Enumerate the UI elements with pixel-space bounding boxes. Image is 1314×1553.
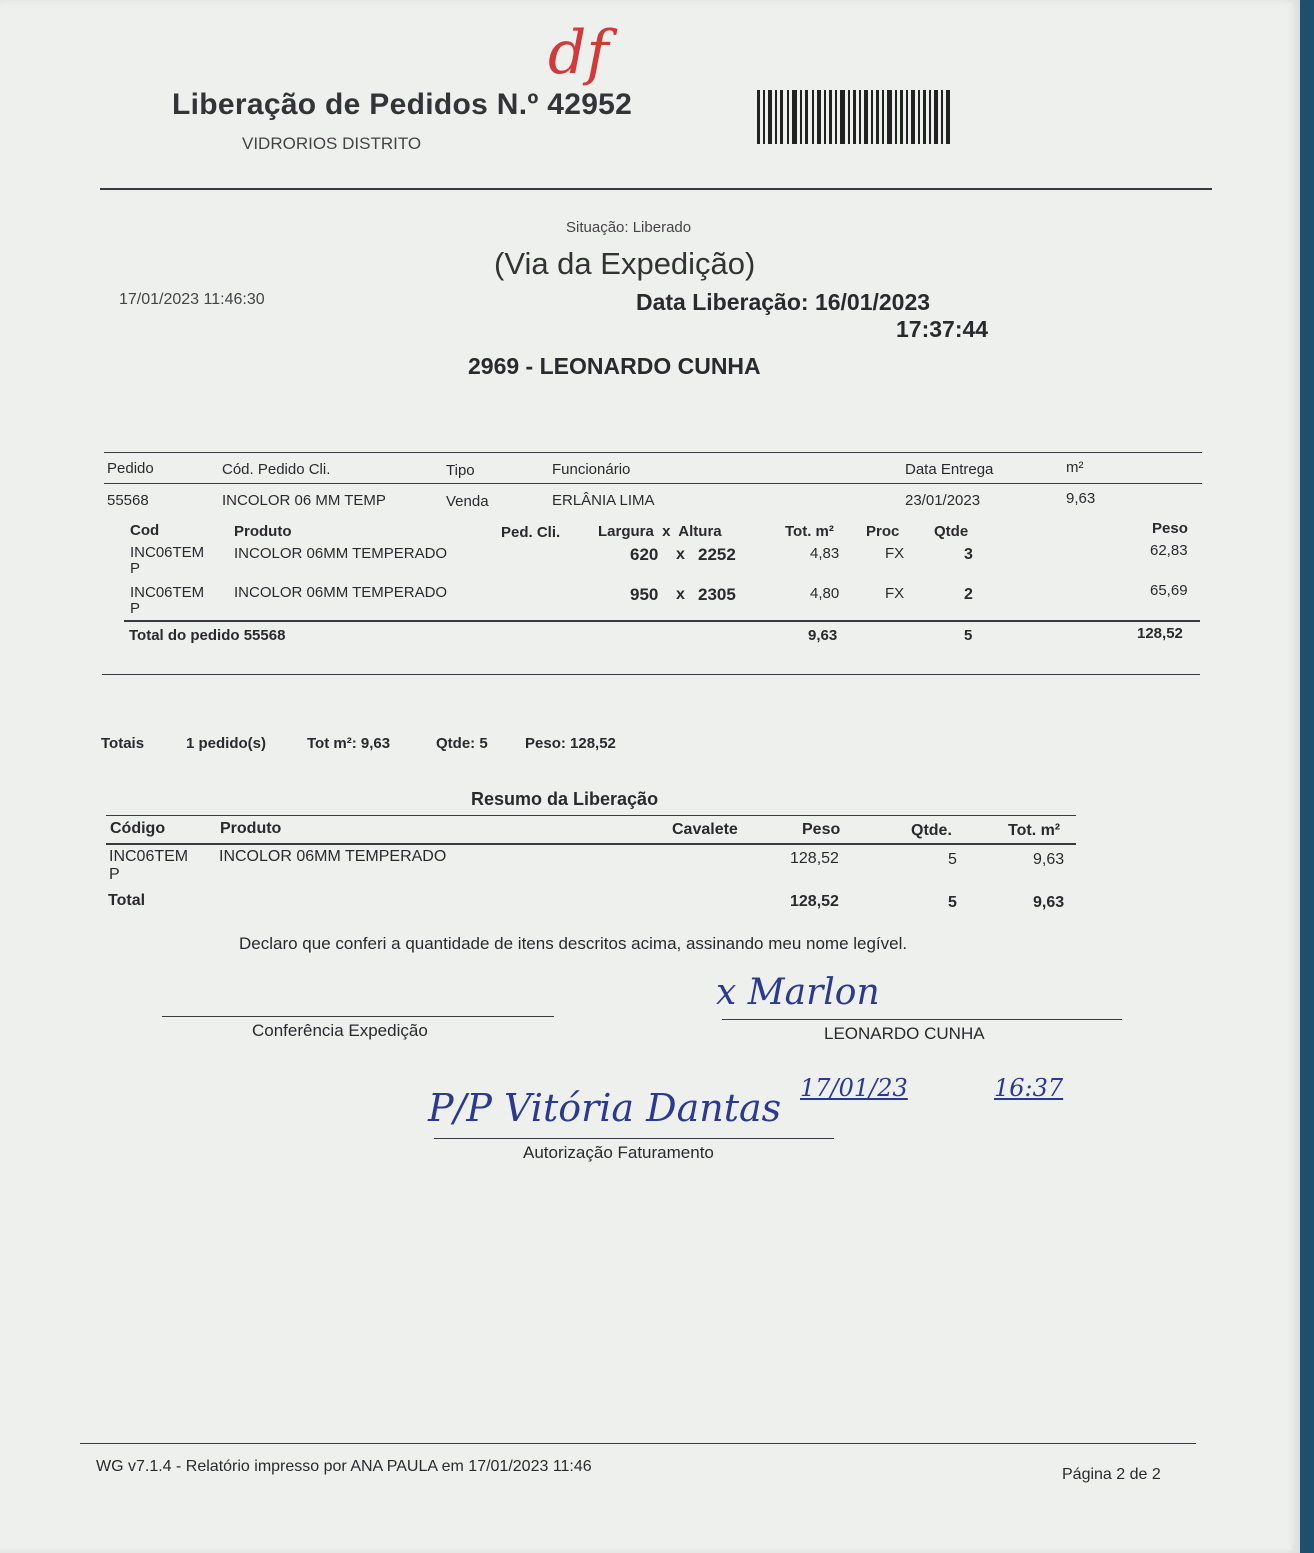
item-header-peso: Peso xyxy=(1152,520,1188,537)
autorizacao-signature-line xyxy=(434,1138,834,1139)
order-total-qtde: 5 xyxy=(964,627,973,644)
declaration-text: Declaro que conferi a quantidade de itens descritos acima, assinando meu nome legível. xyxy=(239,934,908,953)
document-title: Liberação de Pedidos N.º 42952 xyxy=(172,88,633,121)
item-altura: 2305 xyxy=(698,585,736,604)
order-header-rule xyxy=(104,483,1202,484)
item-header-produto: Produto xyxy=(234,523,292,540)
client-signature-line xyxy=(722,1019,1122,1020)
item-cod-cont: P xyxy=(130,560,141,577)
summary-codigo-cont: P xyxy=(109,866,120,883)
item-qtde: 2 xyxy=(964,586,973,603)
order-total-rule xyxy=(124,620,1200,622)
item-altura: 2252 xyxy=(698,545,736,564)
item-peso: 62,83 xyxy=(1150,542,1188,559)
item-tot-m2: 4,80 xyxy=(810,585,840,602)
via-label: (Via da Expedição) xyxy=(494,246,756,281)
order-data-entrega: 23/01/2023 xyxy=(905,492,981,509)
order-table-top-rule xyxy=(104,452,1202,453)
col-header-tipo: Tipo xyxy=(446,462,475,479)
summary-codigo: INC06TEM xyxy=(109,848,189,865)
col-header-data-entrega: Data Entrega xyxy=(905,461,994,478)
status-label: Situação: Liberado xyxy=(566,219,692,236)
summary-total-qtde: 5 xyxy=(948,894,957,911)
order-total-peso: 128,52 xyxy=(1137,625,1183,642)
header-divider xyxy=(100,188,1212,190)
summary-header-codigo: Código xyxy=(110,820,166,837)
item-x: x xyxy=(676,546,685,563)
footer-rule xyxy=(80,1443,1196,1444)
item-cod: INC06TEM xyxy=(130,544,205,561)
totals-qtde: Qtde: 5 xyxy=(436,735,488,752)
summary-header-tot-m2: Tot. m² xyxy=(1008,822,1061,839)
order-pedido: 55568 xyxy=(107,492,149,509)
item-header-tot-m2: Tot. m² xyxy=(785,523,834,540)
footer-page-number: Página 2 de 2 xyxy=(1062,1466,1161,1483)
handwritten-time: 16:37 xyxy=(994,1074,1064,1102)
barcode-icon xyxy=(757,90,953,144)
client-name: 2969 - LEONARDO CUNHA xyxy=(468,353,761,379)
item-largura: 950 xyxy=(630,585,659,604)
company-name: VIDRORIOS DISTRITO xyxy=(242,134,422,153)
item-header-ped-cli: Ped. Cli. xyxy=(501,524,561,541)
summary-header-qtde: Qtde. xyxy=(911,822,952,839)
summary-total-peso: 128,52 xyxy=(790,893,839,910)
conferencia-signature-line xyxy=(162,1016,554,1017)
item-header-qtde: Qtde xyxy=(934,523,969,540)
col-header-m2: m² xyxy=(1066,459,1084,476)
summary-header-rule xyxy=(106,843,1076,845)
order-table-bottom-rule xyxy=(102,674,1200,675)
item-qtde: 3 xyxy=(964,546,973,563)
totals-peso: Peso: 128,52 xyxy=(525,735,616,752)
order-funcionario: ERLÂNIA LIMA xyxy=(552,492,655,509)
col-header-funcionario: Funcionário xyxy=(552,461,631,478)
item-proc: FX xyxy=(885,545,905,562)
item-largura: 620 xyxy=(630,545,659,564)
totals-label: Totais xyxy=(101,735,145,752)
item-x: x xyxy=(676,586,685,603)
order-cod-cli: INCOLOR 06 MM TEMP xyxy=(222,492,386,509)
summary-header-cavalete: Cavalete xyxy=(672,821,738,838)
item-produto: INCOLOR 06MM TEMPERADO xyxy=(234,545,448,562)
summary-total-label: Total xyxy=(108,892,146,909)
item-peso: 65,69 xyxy=(1150,582,1188,599)
item-produto: INCOLOR 06MM TEMPERADO xyxy=(234,584,448,601)
autorizacao-label: Autorização Faturamento xyxy=(523,1143,714,1162)
item-cod: INC06TEM xyxy=(130,584,205,601)
summary-title: Resumo da Liberação xyxy=(471,789,659,809)
item-proc: FX xyxy=(885,585,905,602)
item-header-proc: Proc xyxy=(866,523,900,540)
summary-top-rule xyxy=(106,815,1076,816)
autorizacao-signature: P/P Vitória Dantas xyxy=(428,1086,782,1130)
col-header-cod-cli: Cód. Pedido Cli. xyxy=(222,461,331,478)
handwritten-date: 17/01/23 xyxy=(800,1074,908,1102)
summary-tot-m2: 9,63 xyxy=(1033,851,1065,868)
order-total-label: Total do pedido 55568 xyxy=(129,627,286,644)
red-initials-mark: df xyxy=(548,18,609,88)
summary-total-tot-m2: 9,63 xyxy=(1033,894,1065,911)
totals-pedidos: 1 pedido(s) xyxy=(186,735,267,752)
summary-qtde: 5 xyxy=(948,851,957,868)
summary-peso: 128,52 xyxy=(790,850,839,867)
item-header-largura-altura: Largura x Altura xyxy=(598,523,722,540)
client-signature-name: LEONARDO CUNHA xyxy=(824,1024,985,1043)
item-tot-m2: 4,83 xyxy=(810,545,840,562)
conferencia-label: Conferência Expedição xyxy=(252,1021,428,1040)
release-date: Data Liberação: 16/01/2023 xyxy=(636,289,931,315)
item-cod-cont: P xyxy=(130,600,141,617)
order-total-tot-m2: 9,63 xyxy=(808,627,838,644)
client-signature: x Marlon xyxy=(716,972,880,1013)
summary-produto: INCOLOR 06MM TEMPERADO xyxy=(219,848,447,865)
col-header-pedido: Pedido xyxy=(107,460,154,477)
summary-header-peso: Peso xyxy=(802,821,841,838)
summary-header-produto: Produto xyxy=(220,820,282,837)
release-time: 17:37:44 xyxy=(896,316,989,342)
print-timestamp: 17/01/2023 11:46:30 xyxy=(119,291,265,308)
item-header-cod: Cod xyxy=(130,522,160,539)
order-tipo: Venda xyxy=(446,493,489,510)
order-m2: 9,63 xyxy=(1066,490,1096,507)
footer-printed-by: WG v7.1.4 - Relatório impresso por ANA PAULA em 17/01/2023 11:46 xyxy=(96,1458,592,1475)
totals-tot-m2: Tot m²: 9,63 xyxy=(307,735,391,752)
